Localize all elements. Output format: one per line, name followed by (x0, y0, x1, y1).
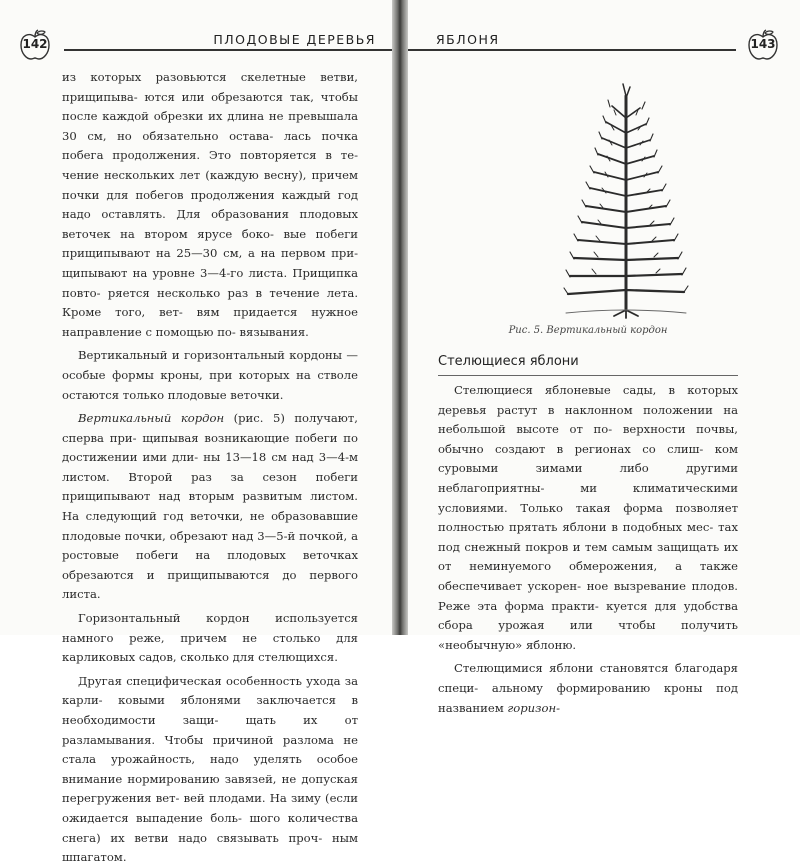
text-line: Стелющимися яблони становятся благодаря специ- (438, 661, 738, 695)
paragraph (62, 609, 358, 668)
text-line: ряется несколько раз в течение лета. Кроме того, вет- (62, 285, 359, 320)
term-vertical-cordon: Вертикальный кордон (78, 411, 225, 426)
text-line: Другая специфическая особенность ухода за карли- (62, 673, 358, 708)
text-line: стелющихся. (258, 650, 338, 665)
page-number: 143 (750, 37, 776, 51)
paragraph (62, 409, 358, 605)
paragraph (62, 68, 358, 342)
vertical-cordon-tree-illustration (526, 78, 726, 318)
text-line: Горизонтальный кордон используется намного реже, (62, 611, 358, 645)
text-line: побеги прищипывают над вторым развитым листом. На (62, 469, 359, 524)
header-rule (64, 49, 392, 51)
body-text (438, 381, 738, 718)
text-line: щипывают на уровне 3—4-го листа. Прищипка повто- (62, 265, 358, 300)
text-line: в наклонном положении на небольшой высоте от по- (438, 402, 738, 437)
term-horizontal: горизон- (507, 700, 561, 715)
page-number: 142 (22, 37, 48, 51)
running-head: ПЛОДОВЫЕ ДЕРЕВЬЯ (213, 32, 376, 47)
text-line: на плодовых веточках обрезаются и прищипываются до (62, 548, 358, 582)
text-line: (рис. 5) получают, сперва при- (62, 411, 358, 445)
text-line: Вертикальный и горизонтальный кордоны — особые (62, 348, 358, 382)
text-line: «необычную» яблоню. (438, 637, 577, 652)
text-line: позволяет полностью прятать яблони в подобных мес- (438, 500, 739, 535)
paragraph (438, 659, 738, 718)
paragraph (438, 381, 738, 655)
text-line: из которых разовьются скелетные ветви, прищипыва- (62, 70, 358, 104)
right-page (408, 0, 800, 715)
text-line: лась почка побега продолжения. Это повторяется в те- (62, 128, 358, 163)
section-subheading: Стелющиеся яблони (438, 354, 579, 369)
subheading-rule (438, 375, 738, 376)
text-line: Стелющиеся яблоневые сады, в которых деревья растут (438, 383, 738, 417)
text-line: тах под снежный покров и тем самым защищать их от (438, 520, 738, 574)
text-line: не стала урожайность, надо уделять особое внимание (62, 732, 359, 786)
text-line: вязывания. (239, 324, 309, 339)
text-line: их длина не превышала 30 см, но обязательно остава- (62, 109, 359, 143)
text-line: побегов продолжения каждый год надо оставлять. Для (62, 187, 359, 222)
page-number-badge (746, 28, 780, 62)
header-rule (408, 49, 736, 51)
paragraph (62, 346, 358, 405)
text-line: ное вызревание плодов. Реже эта форма практи- (438, 578, 738, 613)
text-line: альному формированию кроны под названием (438, 680, 738, 715)
text-line: шого количества снега) их ветви надо связывать проч- (62, 810, 358, 845)
text-line: вям придается нужное направление с помощью по- (62, 305, 358, 339)
text-line: неминуемого обмерожения, а также обеспечивает ускорен- (438, 559, 738, 593)
text-line: нормированию завязей, не допуская перегружения вет- (62, 771, 358, 806)
text-line: чение нескольких лет (каждую весну), причем почки для (62, 167, 358, 202)
text-line: ком суровыми зимами либо другими неблагоприятны- (438, 441, 738, 495)
running-head: ЯБЛОНЯ (436, 32, 500, 47)
text-line: следующий год веточки, не образовавшие плодовые (62, 509, 358, 543)
text-line: ковыми яблонями заключается в необходимости защи- (62, 693, 358, 727)
text-line: ются или обрезаются так, чтобы после каждой обрезки (62, 89, 359, 124)
text-line: плодовые веточки. (167, 387, 284, 402)
text-line: верхности почвы, обычно создают в регионах со слиш- (438, 422, 738, 456)
text-line: ны 13—18 см над 3—4-м листом. Второй раз за сезон (62, 450, 359, 484)
body-text (62, 68, 358, 868)
text-line: причем не столько для карликовых садов, сколько для (62, 630, 358, 665)
page-number-badge (18, 28, 52, 62)
text-line: формы кроны, при которых на стволе остаются только (62, 367, 359, 402)
text-line: почки, обрезают над 3—5-й почкой, а ростовые побеги (62, 528, 359, 563)
text-line: ми климатическими условиями. Только такая форма (438, 480, 738, 515)
text-line: щипывая возникающие побеги по достижении ими дли- (62, 430, 359, 465)
text-line: вые побеги прищипывают на 25—30 см, а на первом при- (62, 226, 359, 261)
text-line: щать их от разламывания. Чтобы причиной разлома (62, 713, 358, 747)
figure-caption: Рис. 5. Вертикальный кордон (508, 325, 668, 336)
text-line: вей плодами. На зиму (если ожидается выпадение боль- (62, 791, 359, 825)
text-line: куется для удобства сбора урожая или чтобы получить (438, 598, 739, 633)
text-line: первого листа. (62, 567, 358, 602)
left-page (0, 0, 392, 865)
text-line: ным шпагатом. (62, 830, 358, 865)
book-gutter (392, 0, 408, 635)
paragraph (62, 672, 358, 868)
text-line: образования плодовых веточек на втором ярусе боко- (62, 207, 359, 241)
